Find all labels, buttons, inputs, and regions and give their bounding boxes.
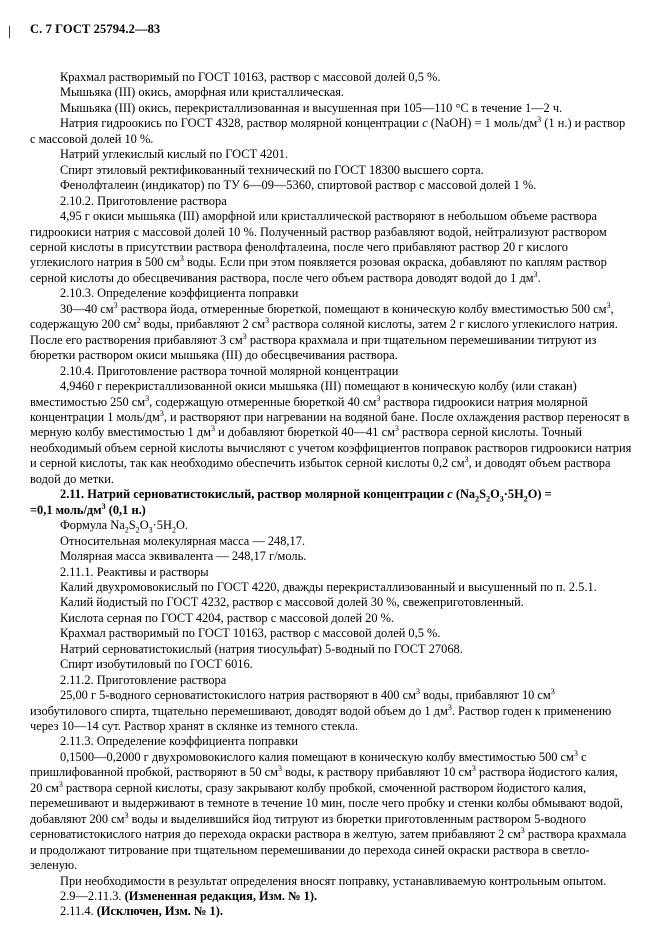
text-run: O <box>139 518 149 533</box>
subscript: 2 <box>475 494 480 504</box>
superscript-cubic: 3 <box>58 779 63 789</box>
superscript-cubic: 3 <box>550 687 555 696</box>
superscript-cubic: 3 <box>394 424 399 434</box>
paragraph-2-10-2-body <box>30 209 632 286</box>
superscript-cubic: 3 <box>606 300 611 310</box>
text-run: O) = <box>527 487 552 502</box>
amendment-label: (Измененная редакция, Изм. № 1). <box>124 889 318 904</box>
text-run: Натрия гидроокись по ГОСТ 4328, раствор молярной концентрации <box>60 116 423 131</box>
heading-2-11-1: 2.11.1. Реактивы и растворы <box>60 564 209 579</box>
superscript-cubic: 3 <box>447 702 452 712</box>
superscript-cubic: 3 <box>124 810 129 820</box>
paragraph-sodium-thiosulfate-reagent: Натрий серноватистокислый (натрия тиосульфат) 5-водный по ГОСТ 27068. <box>60 641 463 656</box>
text-run: раствора йода, отмеренные бюреткой, помещают в коническую колбу вместимостью 500 см <box>117 301 607 316</box>
page-edge-mark <box>9 26 10 38</box>
text-run: воды и выделившийся йод титруют из бюретки приготовленным раствором 5-водного серноватистокислого натрия до перехода окраски раствора в желтую, затем прибавляют 2 см <box>30 811 587 842</box>
text-run: и добавляют бюреткой 40—41 см <box>215 425 395 440</box>
heading-2-11-3: 2.11.3. Определение коэффициента поправки <box>60 734 298 749</box>
text-run: изобутилового спирта, тщательно перемешивают, доводят водой объем до 1 дм <box>30 703 448 718</box>
heading-2-11-line2 <box>30 503 632 518</box>
text-run: . <box>537 270 541 285</box>
superscript-cubic: 3 <box>471 764 476 774</box>
text-run: , содержащую 200 см <box>30 301 614 332</box>
formula-sodium-thiosulfate <box>452 487 552 504</box>
text-run: воды. Если при этом появляется розовая окраска, добавляют по каплям раствор серной кислоты до обесцвечивания раствора, после чего объем раствора доводят водой до 1 дм <box>30 255 607 285</box>
text-run: Формула Na <box>60 518 125 533</box>
paragraph-ethyl-alcohol: Спирт этиловый ректификованный технический по ГОСТ 18300 высшего сорта. <box>60 162 484 177</box>
text-run: (0,1 н.) <box>105 502 146 517</box>
text-run: с пришлифованной пробкой, растворяют в 50 см <box>30 749 587 780</box>
text-run: ·5H <box>152 518 172 533</box>
superscript-cubic: 3 <box>145 393 150 403</box>
paragraph-2-10-4-body <box>30 379 632 487</box>
superscript-cubic: 3 <box>573 748 578 758</box>
text-run: (NaOH) = 1 моль/дм <box>427 116 538 131</box>
superscript-cubic: 3 <box>265 316 270 326</box>
paragraph-2-10-3-body <box>30 302 632 364</box>
paragraph-control-experiment-note: При необходимости в результат определения вносят поправку, устанавливаемую контрольным опытом. <box>60 873 607 888</box>
text-run: O. <box>175 518 189 533</box>
paragraph-sulfuric-acid: Кислота серная по ГОСТ 4204, раствор с массовой долей 20 %. <box>60 610 395 625</box>
subscript: 2 <box>171 525 176 535</box>
text-run: (1 н.) и раствор с массовой долей 10 %. <box>30 116 626 146</box>
paragraph-molar-mass-equivalent: Молярная масса эквивалента — 248,17 г/моль. <box>60 549 307 564</box>
text-run: раствора соляной кислоты, затем 2 г кислого углекислого натрия. После его растворения прибавляют 3 см <box>30 317 618 347</box>
superscript-cubic: 3 <box>101 501 106 511</box>
page-header: С. 7 ГОСТ 25794.2—83 <box>30 22 161 36</box>
superscript-cubic: 3 <box>415 687 420 696</box>
superscript-cubic: 3 <box>533 269 538 279</box>
text-run: 4,95 г окиси мышьяка (III) аморфной или кристаллической растворяют в небольшом объеме раствора гидроокиси натрия с массовой долей 10 %. Полученный раствор разбавляют водой, нейтрализуют раствором серной кислоты в присутствии раствора фенолфталеина, после чего прибавляют раствор 20 г кислого углекислого натрия в 500 см <box>30 209 607 270</box>
superscript-cubic: 3 <box>278 764 283 774</box>
text-run: S <box>128 518 136 533</box>
paragraph-sodium-bicarbonate: Натрий углекислый кислый по ГОСТ 4201. <box>60 147 289 162</box>
text-run: , и доводят объем раствора водой до метки. <box>30 456 611 486</box>
text-run: =0,1 моль/дм <box>30 502 102 517</box>
text-run: раствора крахмала и при тщательном перемешивании титруют из бюретки раствором окиси мышьяка (III) до обесцвечивания раствора. <box>30 332 597 363</box>
subscript: 3 <box>499 494 504 504</box>
superscript-cubic: 3 <box>464 455 469 465</box>
document-body <box>30 70 632 920</box>
subscript: 2 <box>523 494 528 504</box>
amendment-label: (Исключен, Изм. № 1). <box>96 904 223 919</box>
paragraph-relative-molecular-mass: Относительная молекулярная масса — 248,17. <box>60 533 306 548</box>
text-run: , и растворяют при нагревании на водяной бане. После охлаждения раствор переносят в мерную колбу вместимостью 1 дм <box>30 409 630 440</box>
clause-reference: 2.11.4. <box>60 904 97 919</box>
clause-reference: 2.9—2.11.3. <box>60 889 125 904</box>
superscript-cubic: 3 <box>179 254 184 264</box>
subscript: 2 <box>486 494 491 504</box>
text-run: ·5H <box>503 487 524 502</box>
note-amendment-2-9-2-11-3 <box>30 889 632 904</box>
paragraph-arsenic-oxide-recrystallized: Мышьяка (III) окись, перекристаллизованная и высушенная при 105—110 °С в течение 1—2 ч. <box>60 100 563 115</box>
symbol-concentration: c <box>422 116 428 131</box>
subscript: 2 <box>135 525 140 535</box>
text-run: раствора серной кислоты. Точный необходимый объем серной кислоты вычисляют с учетом коэффициентов поправок растворов гидроокиси натрия и серной кислоты, так как необходимо обеспечить избыток серной кислоты 0,2 см <box>30 425 632 471</box>
superscript-cubic: 3 <box>520 826 525 836</box>
subscript: 2 <box>124 525 129 535</box>
text-run: 25,00 г 5-водного серноватистокислого натрия растворяют в 400 см <box>60 688 416 703</box>
superscript-cubic: 3 <box>113 300 118 310</box>
paragraph-starch-reagent-2: Крахмал растворимый по ГОСТ 10163, раствор с массовой долей 0,5 %. <box>60 626 441 641</box>
text-run: воды, прибавляют 2 см <box>140 317 266 332</box>
paragraph-phenolphthalein: Фенолфталеин (индикатор) по ТУ 6—09—5360, спиртовой раствор с массовой долей 1 %. <box>60 178 537 193</box>
paragraph-2-11-3-body <box>30 750 632 874</box>
heading-2-11-2: 2.11.2. Приготовление раствора <box>60 672 227 687</box>
superscript-cubic: 3 <box>159 408 164 418</box>
paragraph-sodium-hydroxide <box>30 116 632 147</box>
superscript-cubic: 3 <box>242 331 247 341</box>
paragraph-potassium-iodide: Калий йодистый по ГОСТ 4232, раствор с массовой долей 30 %, свежеприготовленный. <box>60 595 524 610</box>
subscript: 3 <box>148 525 153 535</box>
superscript-cubic: 3 <box>210 424 216 434</box>
text-run: раствора йодистого калия, 20 см <box>30 765 618 795</box>
paragraph-arsenic-oxide-amorphous: Мышьяка (III) окись, аморфная или кристаллическая. <box>60 85 344 100</box>
superscript-cubic: 3 <box>376 393 381 403</box>
paragraph-formula <box>30 518 632 533</box>
superscript-square: 2 <box>136 316 141 326</box>
text-run: 0,1500—0,2000 г двухромовокислого калия помещают в коническую колбу вместимостью 500 см <box>60 749 574 764</box>
heading-2-10-4: 2.10.4. Приготовление раствора точной молярной концентрации <box>60 363 399 378</box>
paragraph-2-11-2-body <box>30 688 632 734</box>
text-run: раствора гидроокиси натрия молярной концентрации 1 моль/дм <box>30 394 588 424</box>
paragraph-potassium-dichromate: Калий двухромовокислый по ГОСТ 4220, дважды перекристаллизованный и высушенный по п. 2.5.1. <box>60 579 597 594</box>
text-run: (Na <box>452 487 476 502</box>
text-run: 4,9460 г перекристаллизованной окиси мышьяка (III) помещают в коническую колбу (или стакан) вместимостью 250 см <box>30 379 577 409</box>
paragraph-isobutyl-alcohol: Спирт изобутиловый по ГОСТ 6016. <box>60 657 253 672</box>
heading-2-11 <box>30 487 632 502</box>
text-run: раствора серной кислоты, сразу закрывают колбу пробкой, смоченной раствором йодистого калия, перемешивают и выдерживают в темноте в течение 10 мин, после чего пробку и стенки колбы обмывают водой, добавляют 200 см <box>30 780 624 826</box>
text-run: S <box>479 487 487 502</box>
heading-2-10-3: 2.10.3. Определение коэффициента поправки <box>60 286 299 301</box>
text-run: . Раствор годен к применению через 10—14 сут. Раствор хранят в склянке из темного стекла. <box>30 703 612 734</box>
heading-2-10-2: 2.10.2. Приготовление раствора <box>60 193 227 208</box>
superscript-cubic: 3 <box>537 115 542 125</box>
text-run: 2.11. Натрий серноватистокислый, раствор молярной концентрации <box>60 487 448 502</box>
symbol-concentration: c <box>447 487 453 502</box>
text-run: , содержащую отмеренные бюреткой 40 см <box>149 394 377 409</box>
text-run: воды, прибавляют 10 см <box>419 688 551 703</box>
paragraph-starch-reagent: Крахмал растворимый по ГОСТ 10163, раствор с массовой долей 0,5 %. <box>60 70 441 84</box>
text-run: 30—40 см <box>60 301 114 316</box>
text-run: O <box>490 487 500 502</box>
text-run: раствора крахмала и продолжают титрование при тщательном перемешивании до перехода синей окраски раствора в светло-зеленую. <box>30 827 627 873</box>
note-amendment-2-11-4 <box>30 904 632 919</box>
text-run: воды, к раствору прибавляют 10 см <box>282 765 472 780</box>
